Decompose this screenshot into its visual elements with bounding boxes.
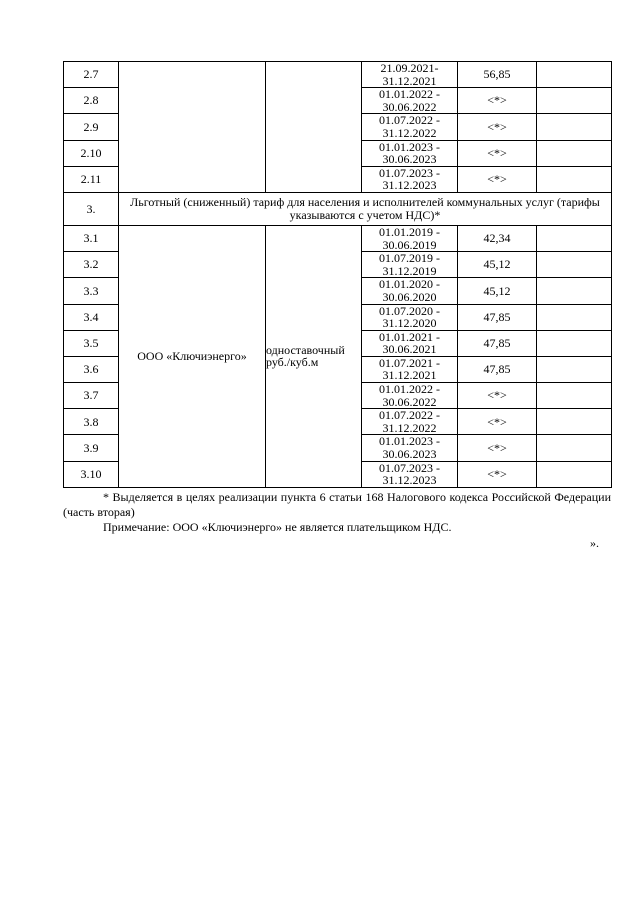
tariff-value: 47,85 <box>458 356 537 382</box>
organization-cell-empty <box>119 62 266 193</box>
tariff-value: 56,85 <box>458 62 537 88</box>
period-start: 01.07.2023 - <box>379 165 440 180</box>
tariff-table <box>63 61 612 488</box>
period-end: 30.06.2023 <box>382 152 437 167</box>
period-cell <box>362 140 458 166</box>
table-row <box>64 225 612 251</box>
empty-cell <box>537 88 612 114</box>
period-cell <box>362 356 458 382</box>
period-start: 01.07.2022 - <box>379 408 440 423</box>
tariff-value: 42,34 <box>458 225 537 251</box>
row-number: 2.10 <box>64 140 119 166</box>
period-end: 30.06.2022 <box>382 99 437 114</box>
empty-cell <box>537 435 612 461</box>
period-cell <box>362 114 458 140</box>
period-start: 01.01.2023 - <box>379 139 440 154</box>
empty-cell <box>537 166 612 192</box>
unit-cell-empty <box>266 62 362 193</box>
period-cell <box>362 278 458 304</box>
period-start: 01.01.2023 - <box>379 434 440 449</box>
tariff-value: <*> <box>458 140 537 166</box>
row-number: 2.7 <box>64 62 119 88</box>
period-start: 21.09.2021- <box>380 61 439 75</box>
period-end: 31.12.2021 <box>382 368 437 383</box>
empty-cell <box>537 409 612 435</box>
period-start: 01.01.2020 - <box>379 277 440 292</box>
period-cell <box>362 62 458 88</box>
empty-cell <box>537 356 612 382</box>
period-cell <box>362 461 458 487</box>
period-cell <box>362 409 458 435</box>
row-number: 3.1 <box>64 225 119 251</box>
remark-note: Примечание: ООО «Ключиэнерго» не является плательщиком НДС. <box>103 520 452 534</box>
table-row <box>64 62 612 88</box>
period-end: 31.12.2022 <box>382 125 437 140</box>
row-number: 3.10 <box>64 461 119 487</box>
tariff-unit <box>266 225 362 487</box>
row-number: 3.5 <box>64 330 119 356</box>
period-end: 31.12.2022 <box>382 420 437 435</box>
period-end: 31.12.2023 <box>382 473 437 488</box>
period-end: 30.06.2021 <box>382 342 437 357</box>
period-start: 01.07.2021 - <box>379 355 440 370</box>
period-end: 31.12.2020 <box>382 316 437 331</box>
tariff-value: <*> <box>458 435 537 461</box>
period-end: 31.12.2019 <box>382 263 437 278</box>
empty-cell <box>537 278 612 304</box>
row-number: 2.11 <box>64 166 119 192</box>
empty-cell <box>537 461 612 487</box>
period-cell <box>362 166 458 192</box>
empty-cell <box>537 62 612 88</box>
period-cell <box>362 225 458 251</box>
empty-cell <box>537 330 612 356</box>
section-heading: Льготный (сниженный) тариф для населения и исполнителей коммунальных услуг (тарифы указываются с учетом НДС)* <box>119 192 612 225</box>
section-heading-row <box>64 192 612 225</box>
period-end: 30.06.2022 <box>382 394 437 409</box>
period-end: 30.06.2019 <box>382 237 437 252</box>
tariff-value: <*> <box>458 409 537 435</box>
row-number: 2.9 <box>64 114 119 140</box>
period-cell <box>362 330 458 356</box>
period-end: 31.12.2021 <box>382 73 437 88</box>
organization-name: ООО «Ключиэнерго» <box>119 225 266 487</box>
row-number: 3.9 <box>64 435 119 461</box>
tariff-value: 47,85 <box>458 304 537 330</box>
period-end: 30.06.2020 <box>382 289 437 304</box>
tariff-unit-measure: руб./куб.м <box>266 355 319 370</box>
empty-cell <box>537 383 612 409</box>
period-start: 01.01.2022 - <box>379 382 440 397</box>
period-start: 01.07.2023 - <box>379 460 440 475</box>
row-number: 3.7 <box>64 383 119 409</box>
row-number: 3.4 <box>64 304 119 330</box>
tariff-type: одноставочный <box>266 342 345 357</box>
period-start: 01.01.2021 - <box>379 329 440 344</box>
closing-quote: ». <box>590 536 599 550</box>
period-end: 30.06.2023 <box>382 447 437 462</box>
tariff-value: 47,85 <box>458 330 537 356</box>
period-start: 01.07.2022 - <box>379 113 440 128</box>
row-number: 2.8 <box>64 88 119 114</box>
section-number: 3. <box>64 192 119 225</box>
period-cell <box>362 383 458 409</box>
tariff-value: <*> <box>458 114 537 140</box>
row-number: 3.8 <box>64 409 119 435</box>
period-cell <box>362 435 458 461</box>
tariff-value: <*> <box>458 166 537 192</box>
period-cell <box>362 252 458 278</box>
empty-cell <box>537 140 612 166</box>
period-start: 01.01.2019 - <box>379 224 440 239</box>
empty-cell <box>537 225 612 251</box>
period-cell <box>362 304 458 330</box>
tariff-value: <*> <box>458 383 537 409</box>
tariff-value: <*> <box>458 88 537 114</box>
period-end: 31.12.2023 <box>382 178 437 193</box>
row-number: 3.6 <box>64 356 119 382</box>
footnote: * Выделяется в целях реализации пункта 6 статьи 168 Налогового кодекса Российской Федерации (часть вторая) <box>63 490 611 519</box>
empty-cell <box>537 252 612 278</box>
row-number: 3.3 <box>64 278 119 304</box>
period-start: 01.07.2019 - <box>379 251 440 266</box>
period-start: 01.01.2022 - <box>379 87 440 102</box>
empty-cell <box>537 114 612 140</box>
row-number: 3.2 <box>64 252 119 278</box>
tariff-value: 45,12 <box>458 278 537 304</box>
tariff-value: <*> <box>458 461 537 487</box>
empty-cell <box>537 304 612 330</box>
period-start: 01.07.2020 - <box>379 303 440 318</box>
tariff-value: 45,12 <box>458 252 537 278</box>
period-cell <box>362 88 458 114</box>
